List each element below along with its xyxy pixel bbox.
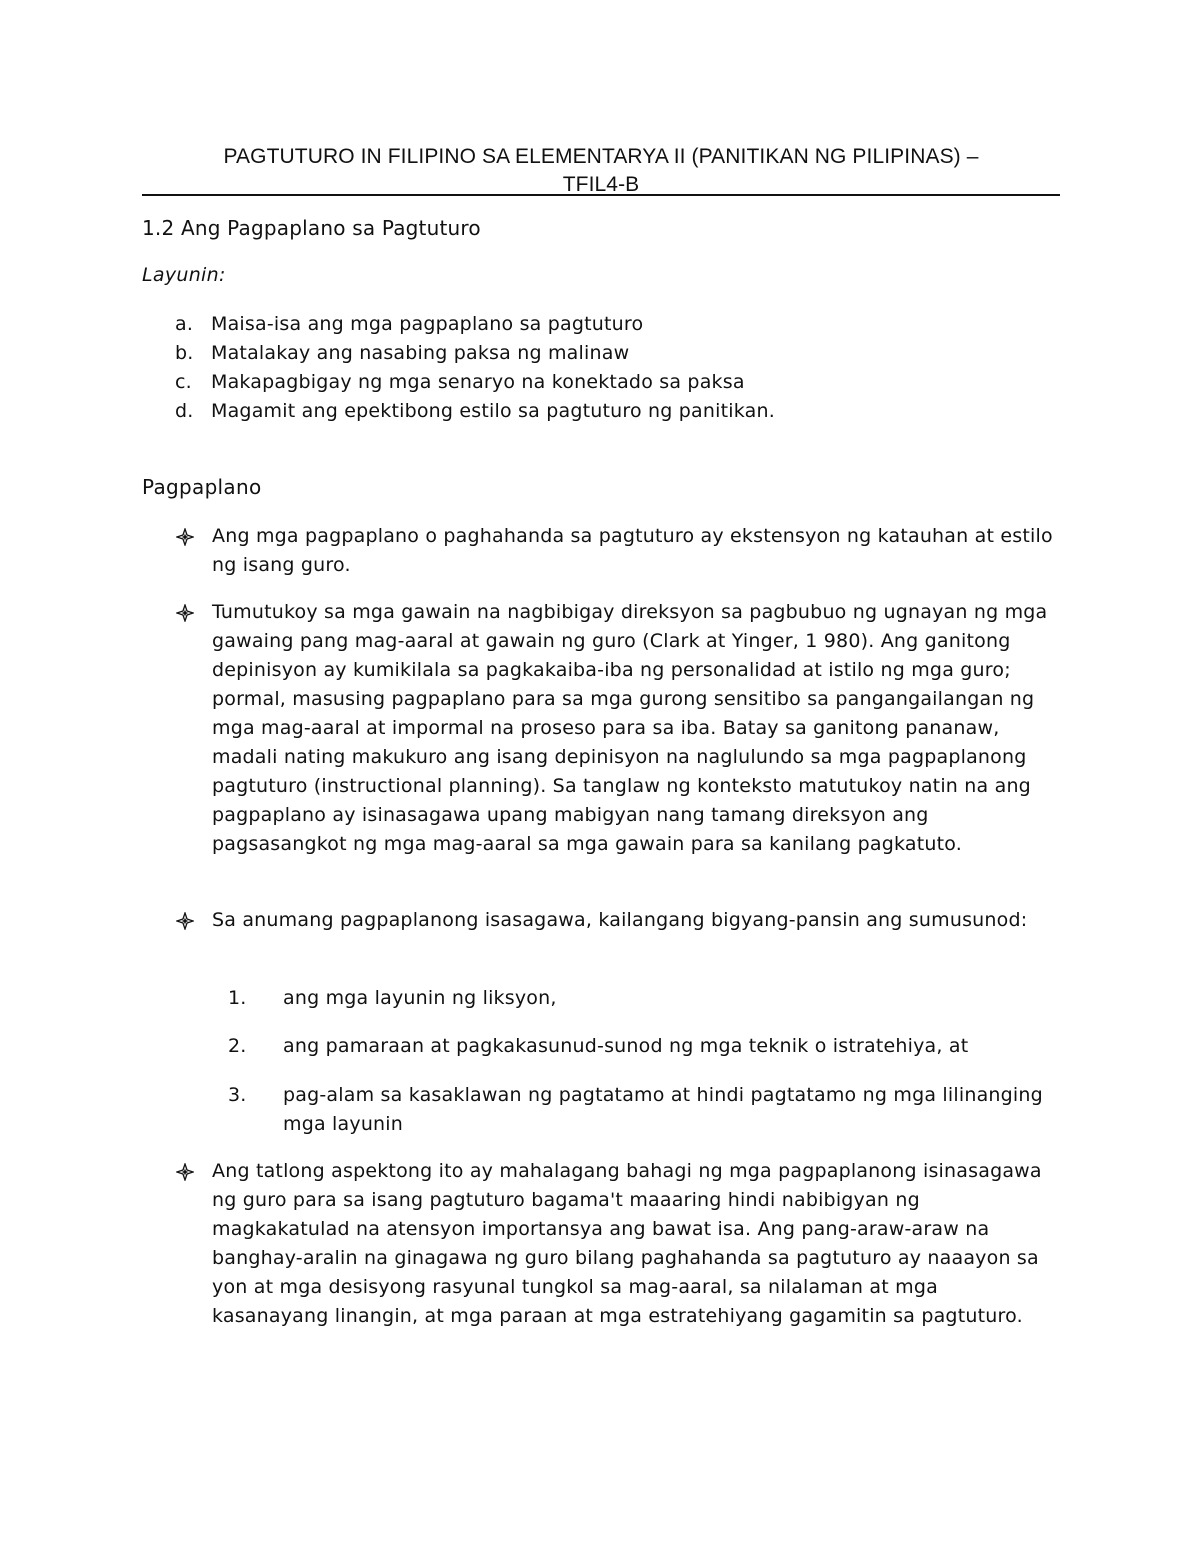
bullet-text: Ang tatlong aspektong ito ay mahalagang bahagi ng mga pagpaplanong isinasagawa ng guro para sa isang pagtuturo bagama't maaaring hindi nabibigyan ng magkakatulad na atensyon importansya ang bawat isa. Ang pang-araw-araw na banghay-aralin na ginagawa ng guro bilang paghahanda sa pagtuturo ay naaayon sa yon at mga desisyong rasyunal tungkol sa mag-aaral, sa nilalaman at mga kasanayang linangin, at mga paraan at mga estratehiyang gagamitin sa pagtuturo. [212,1160,1042,1327]
objective-marker: a. [175,313,194,335]
objective-text: Maisa-isa ang mga pagpaplano sa pagtuturo [211,313,644,335]
section-heading: 1.2 Ang Pagpaplano sa Pagtuturo [142,216,481,240]
numbered-marker: 2. [228,1035,247,1057]
numbered-marker: 3. [228,1084,247,1106]
objective-marker: c. [175,371,192,393]
title-underline-rule [142,194,1060,196]
document-title [142,143,1060,199]
objective-text: Magamit ang epektibong estilo sa pagtuturo ng panitikan. [211,400,775,422]
document-title-line-1: PAGTUTURO IN FILIPINO SA ELEMENTARYA II (PANITIKAN NG PILIPINAS) – [223,145,979,168]
objective-item [142,310,1060,339]
objective-item [142,339,1060,368]
objective-item [142,397,1060,426]
diamond-bullet-icon [176,604,194,622]
numbered-text: ang mga layunin ng liksyon, [283,987,557,1009]
subheading-pagpaplano: Pagpaplano [142,475,262,499]
diamond-bullet-icon [176,528,194,546]
objective-item [142,368,1060,397]
bullet-text: Tumutukoy sa mga gawain na nagbibigay direksyon sa pagbubuo ng ugnayan ng mga gawaing pang mag-aaral at gawain ng guro (Clark at Yinger, 1 980). Ang ganitong depinisyon ay kumikilala sa pagkakaiba-iba ng personalidad at istilo ng mga guro; pormal, masusing pagpaplano para sa mga gurong sensitibo sa pangangailangan ng mga mag-aaral at impormal na proseso para sa iba. Batay sa ganitong pananaw, madali nating makukuro ang isang depinisyon na naglulundo sa mga pagpaplanong pagtuturo (instructional planning). Sa tanglaw ng konteksto matutukoy natin na ang pagpaplano ay isinasagawa upang mabigyan nang tamang direksyon ang pagsasangkot ng mga mag-aaral sa mga gawain para sa kanilang pagkatuto. [212,601,1048,855]
numbered-text: ang pamaraan at pagkakasunud-sunod ng mga teknik o istratehiya, at [283,1035,969,1057]
numbered-marker: 1. [228,987,247,1009]
objective-text: Makapagbigay ng mga senaryo na konektado sa paksa [211,371,745,393]
document-title-line-2: TFIL4-B [562,173,640,196]
objective-text: Matalakay ang nasabing paksa ng malinaw [211,342,630,364]
objectives-list [142,310,1060,426]
bullet-text: Sa anumang pagpaplanong isasagawa, kailangang bigyang-pansin ang sumusunod: [212,909,1028,931]
objective-marker: b. [175,342,194,364]
objective-marker: d. [175,400,194,422]
numbered-text: pag-alam sa kasaklawan ng pagtatamo at hindi pagtatamo ng mga lilinanging mga layunin [283,1084,1043,1135]
objectives-label: Layunin: [142,264,226,286]
diamond-bullet-icon [176,1163,194,1181]
bullet-text: Ang mga pagpaplano o paghahanda sa pagtuturo ay ekstensyon ng katauhan at estilo ng isang guro. [212,525,1053,576]
diamond-bullet-icon [176,912,194,930]
